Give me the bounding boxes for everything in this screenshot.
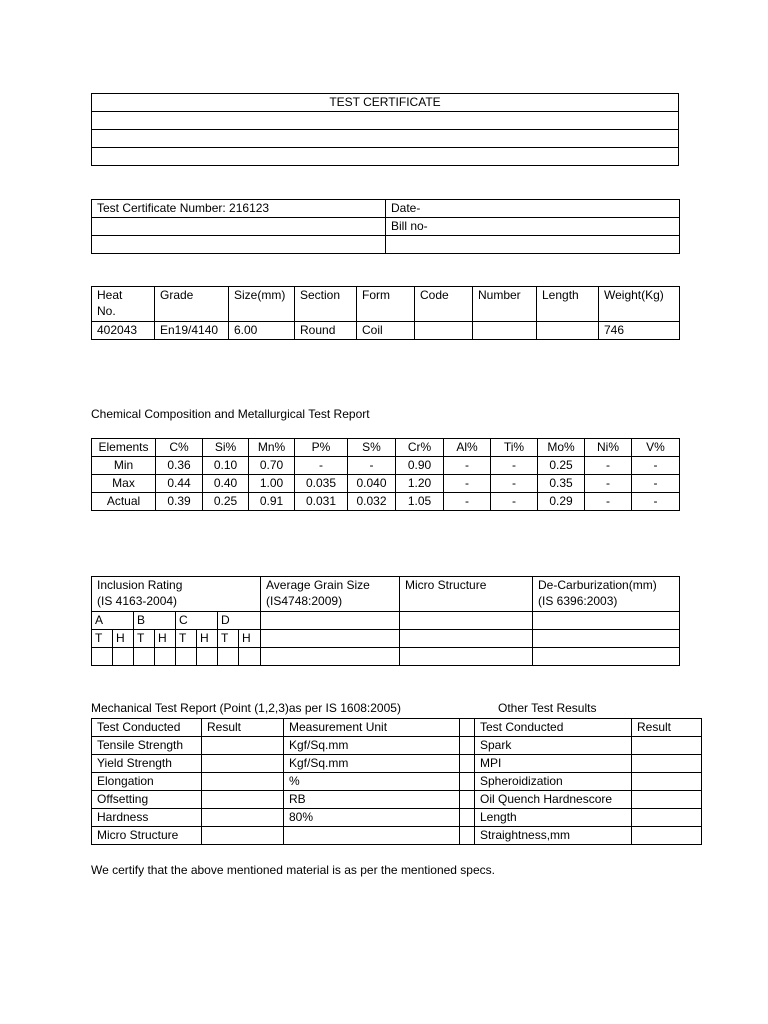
header-form: Form [357,287,415,322]
table-row [92,737,702,755]
certificate-number: Test Certificate Number: 216123 [92,200,386,218]
mech-test-unit [284,827,460,845]
chem-header: Mo% [538,439,585,457]
blank-cell [261,630,400,648]
chem-cell: 0.10 [203,457,249,475]
chem-cell: 1.05 [396,493,444,511]
chem-row-min [92,457,680,475]
inclusion-subhead: H [239,630,261,648]
blank-cell [261,612,400,630]
blank-cell [197,648,218,666]
chem-cell: 0.39 [156,493,203,511]
other-test-name: Oil Quench Hardnescore [475,791,632,809]
chem-cell: Min [92,457,156,475]
chem-header: P% [295,439,348,457]
inclusion-subhead: T [92,630,113,648]
chem-header: Ti% [491,439,538,457]
header-length: Length [537,287,599,322]
chem-header: C% [156,439,203,457]
chem-cell: 0.25 [538,457,585,475]
header-number: Number [473,287,537,322]
chem-cell: - [491,457,538,475]
grain-size-label: Average Grain Size [266,578,370,592]
other-test-result [632,773,702,791]
inclusion-rating-standard: (IS 4163-2004) [97,594,178,608]
chem-header: V% [632,439,680,457]
chem-cell: - [632,457,680,475]
mech-test-result [202,737,284,755]
other-tests-heading: Other Test Results [498,701,597,715]
chem-cell: 0.90 [396,457,444,475]
grain-size-header [261,577,400,612]
mechanical-table [91,718,702,845]
table-row [92,791,702,809]
chemical-heading: Chemical Composition and Metallurgical Test Report [91,407,370,421]
mech-test-unit: % [284,773,460,791]
table-row [92,755,702,773]
heat-no-value: 402043 [92,322,155,340]
other-header-test: Test Conducted [475,719,632,737]
other-test-name: MPI [475,755,632,773]
other-header-result: Result [632,719,702,737]
other-test-name: Spheroidization [475,773,632,791]
chem-cell: - [444,457,491,475]
mech-header-unit: Measurement Unit [284,719,460,737]
date-field: Date- [386,200,680,218]
section-value: Round [295,322,357,340]
chem-cell: Actual [92,493,156,511]
chem-cell: - [491,493,538,511]
mech-test-name: Offsetting [92,791,202,809]
mech-test-name: Tensile Strength [92,737,202,755]
inclusion-subhead: T [134,630,155,648]
certificate-info-table [91,199,680,254]
inclusion-subhead: H [197,630,218,648]
blank-cell [261,648,400,666]
blank-cell [92,236,386,254]
size-value: 6.00 [229,322,295,340]
mech-header-result: Result [202,719,284,737]
chem-cell: - [444,493,491,511]
decarburization-header [533,577,680,612]
mech-test-result [202,755,284,773]
header-heat-no: Heat No. [92,287,155,322]
spacer-cell [460,719,475,737]
form-value: Coil [357,322,415,340]
chem-cell: 0.040 [348,475,396,493]
chem-cell: - [632,493,680,511]
mech-test-unit: Kgf/Sq.mm [284,755,460,773]
table-row [92,773,702,791]
blank-cell [239,648,261,666]
material-table [91,286,680,340]
chem-cell: 0.032 [348,493,396,511]
mech-header-test: Test Conducted [92,719,202,737]
inclusion-rating-header [92,577,261,612]
chem-header: Mn% [249,439,295,457]
blank-cell [92,148,679,166]
chem-cell: - [295,457,348,475]
other-test-result [632,827,702,845]
chem-cell: - [348,457,396,475]
mech-test-result [202,809,284,827]
chem-cell: Max [92,475,156,493]
chem-cell: - [632,475,680,493]
table-row [92,809,702,827]
inclusion-class-a: A [92,612,134,630]
chem-header: Elements [92,439,156,457]
blank-cell [92,112,679,130]
blank-cell [533,648,680,666]
table-row [92,827,702,845]
chem-cell: 0.40 [203,475,249,493]
other-test-name: Spark [475,737,632,755]
inclusion-class-d: D [218,612,261,630]
chem-header: Al% [444,439,491,457]
weight-value: 746 [599,322,680,340]
blank-cell [176,648,197,666]
mech-test-name: Elongation [92,773,202,791]
certification-statement: We certify that the above mentioned material is as per the mentioned specs. [91,863,495,877]
other-test-result [632,755,702,773]
other-test-result [632,791,702,809]
blank-cell [400,648,533,666]
chem-cell: - [585,457,632,475]
code-value [415,322,473,340]
chem-row-actual [92,493,680,511]
grain-size-standard: (IS4748:2009) [266,594,343,608]
header-section: Section [295,287,357,322]
chem-row-max [92,475,680,493]
inclusion-subhead: T [176,630,197,648]
blank-cell [92,218,386,236]
chem-cell: 0.91 [249,493,295,511]
mech-test-result [202,791,284,809]
mech-test-result [202,827,284,845]
chem-cell: 0.29 [538,493,585,511]
chem-cell: 1.00 [249,475,295,493]
title-table [91,93,679,166]
blank-cell [218,648,239,666]
chem-cell: - [444,475,491,493]
chem-cell: 0.44 [156,475,203,493]
mechanical-heading: Mechanical Test Report (Point (1,2,3)as per IS 1608:2005) [91,701,401,715]
chem-cell: - [491,475,538,493]
blank-cell [533,630,680,648]
header-weight: Weight(Kg) [599,287,680,322]
mech-test-name: Hardness [92,809,202,827]
chem-cell: 0.25 [203,493,249,511]
bill-number-field: Bill no- [386,218,680,236]
header-grade: Grade [155,287,229,322]
inclusion-subhead: H [113,630,134,648]
chem-cell: 0.35 [538,475,585,493]
mech-test-unit: 80% [284,809,460,827]
grade-value: En19/4140 [155,322,229,340]
blank-cell [400,612,533,630]
blank-cell [155,648,176,666]
chem-header: Cr% [396,439,444,457]
mech-test-name: Micro Structure [92,827,202,845]
inclusion-subhead: T [218,630,239,648]
inclusion-class-b: B [134,612,176,630]
length-value [537,322,599,340]
blank-cell [113,648,134,666]
certificate-title: TEST CERTIFICATE [92,94,679,112]
chem-header: Ni% [585,439,632,457]
mech-test-unit: Kgf/Sq.mm [284,737,460,755]
blank-cell [92,648,113,666]
blank-cell [134,648,155,666]
inclusion-subhead: H [155,630,176,648]
spacer-cell [460,755,475,773]
header-size: Size(mm) [229,287,295,322]
decarburization-label: De-Carburization(mm) [538,578,657,592]
blank-cell [533,612,680,630]
blank-cell [386,236,680,254]
mech-test-name: Yield Strength [92,755,202,773]
other-test-result [632,737,702,755]
chem-cell: - [585,493,632,511]
inclusion-rating-label: Inclusion Rating [97,578,183,592]
header-code: Code [415,287,473,322]
blank-cell [92,130,679,148]
other-test-result [632,809,702,827]
chem-cell: 1.20 [396,475,444,493]
chem-cell: 0.70 [249,457,295,475]
chem-cell: 0.031 [295,493,348,511]
spacer-cell [460,809,475,827]
other-test-name: Straightness,mm [475,827,632,845]
inclusion-table [91,576,680,666]
blank-cell [400,630,533,648]
chemical-table [91,438,680,511]
chem-cell: 0.36 [156,457,203,475]
micro-structure-label: Micro Structure [405,578,487,592]
decarburization-standard: (IS 6396:2003) [538,594,618,608]
inclusion-class-c: C [176,612,218,630]
spacer-cell [460,737,475,755]
chem-cell: - [585,475,632,493]
mech-test-result [202,773,284,791]
spacer-cell [460,791,475,809]
chem-cell: 0.035 [295,475,348,493]
micro-structure-header [400,577,533,612]
spacer-cell [460,773,475,791]
chem-header: S% [348,439,396,457]
chem-header: Si% [203,439,249,457]
other-test-name: Length [475,809,632,827]
number-value [473,322,537,340]
spacer-cell [460,827,475,845]
mech-test-unit: RB [284,791,460,809]
